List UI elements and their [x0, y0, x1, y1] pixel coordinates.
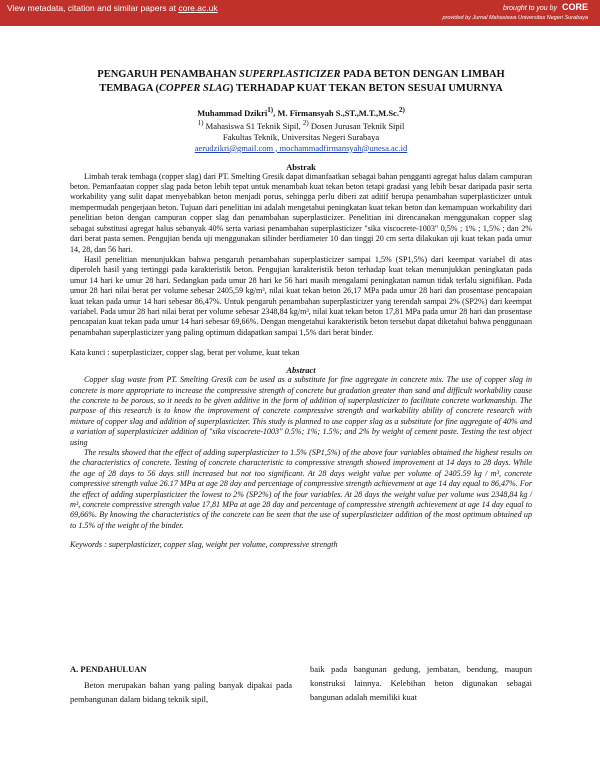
core-metadata-link[interactable] — [7, 3, 218, 13]
abstrak-paragraph-1: Limbah terak tembaga (copper slag) dari PT. Smelting Gresik dapat dimanfaatkan sebagai bahan pengganti agregat halus dalam campuran beton. Pemanfaatan copper slag pada beton lebih tepat untuk menambah kuat tekan beton tetapi gradasi yang lebih besar daripada pasir serta workability yang sulit dapat menyebabkan beton menjadi porus, sehingga perlu diberi zat aditif berupa penambahan superplasticizer untuk mempermudah pengerjaan beton. Tujuan dari penelitian ini adalah mengetahui peningkatan kuat tekan beton dan kemampuan workability dari penelitian beton dengan campuran copper slag dan penambahan superplasticizer. Penelitian ini direncanakan menggunakan copper slag sebagai substitusi agregat halus sebanyak 40% serta variasi penambahan superplasticizer "sika viscocrete-1003" 0,5% ; 1% ; 1,5% ; dan 2% dari berat pasta semen. Pengujian benda uji menggunakan silinder berdiameter 10 dan tinggi 20 cm serta dilakukan uji kuat tekan pada umur 14, 28, dan 56 hari. — [70, 171, 532, 254]
left-paragraph: Beton merupakan bahan yang paling banyak dipakai pada pembangunan dalam bidang teknik sipil, — [70, 680, 292, 704]
body-columns — [70, 662, 532, 776]
core-logo[interactable]: CORE — [561, 2, 588, 12]
core-provided-by[interactable]: provided by Jurnal Mahasiswa Universitas Negeri Surabaya — [442, 15, 588, 21]
paper-title: PENGARUH PENAMBAHAN SUPERPLASTICIZER PADA BETON DENGAN LIMBAH TEMBAGA (COPPER SLAG) TERHADAP KUAT TEKAN BETON SESUAI UMURNYA — [97, 69, 505, 94]
core-link-text[interactable]: core.ac.uk — [178, 3, 218, 13]
author-list: Muhammad Dzikri$^{1)}$, M. Firmansyah S.,ST.,M.T.,M.Sc.$^{2)}$ — [197, 106, 405, 118]
left-column — [70, 662, 292, 706]
core-banner-text: View metadata, citation and similar papers at — [7, 3, 179, 13]
keywords-en: Keywords : superplasticizer, copper slag, weight per volume, compressive strength — [70, 540, 338, 550]
abstrak-paragraph-2: Hasil penelitian menunjukkan bahwa pengaruh penambahan superplasticizer sampai 1,5% (SP1,5%) dari keempat variabel di atas diperoleh hasil yang tertinggi pada karakteristik beton. Pengujian karakteristik beton terhadap kuat tekan menunjukkan peningkatan pada umur 14 hari ke umur 28 hari. Sedangkan pada umur 28 hari ke 56 hari masih mengalami peningkatan namun tidak terlalu signifikan. Pada umur 28 hari nilai berat per volume sebesar 2405,59 kg/m³, nilai kuat tekan beton 26,17 MPa pada umur 28 hari dan prosentase pencapaian kuat tekan pada umur 14 hari sebesar 86,47%. Untuk pengaruh penambahan superplasticizer yang terendah sampai 2% (SP2%) dari keempat variabel. Pada umur 28 hari nilai berat per volume sebesar 2348,84 kg/m³, nilai kuat tekan beton 17,81 MPa pada umur 28 hari dan prosentase pencapaian kuat tekan pada umur 14 hari sebesar 69,66%. Dengan mengetahui karakteristik beton tersebut dapat diketahui bahwa penggunaan penambahan superplasticizer yang paling optimum didapatkan sampai 1,5% dari berat binder. — [70, 254, 532, 337]
author-emails[interactable]: aerudzikri@gmail.com , mochammadfirmansyah@unesa.ac.id — [194, 142, 408, 153]
kata-kunci: Kata kunci : superplasticizer, copper slag, berat per volume, kuat tekan — [70, 348, 300, 358]
paper-page — [70, 60, 532, 549]
abstrak-heading: Abstrak — [286, 161, 316, 172]
affiliation: $^{1)}$ Mahasiswa S1 Teknik Sipil, $^{2)}$ Dosen Jurusan Teknik Sipil — [197, 118, 405, 131]
abstract-paragraph-1: Copper slag waste from PT. Smelting Gresik can be used as a substitute for fine aggregate in concrete mix. The use of copper slag in concrete is more appropriate to increase the compressive strength of concrete but gradation greater than sand and difficult workability cause the concrete to be porous, so it needs to be given additive in the form of addition of superplasticizer to facilitate concrete workmanship. The purpose of this research is to know the improvement of concrete compressive strength and workability ability of concrete research with mixture of copper slag and addition of superplasticizer. This study is planned to use copper slag as a substitute for fine aggregate of 40% and a variation of superplasticizer addition of "sika viscocrete-1003" 0.5%; 1%; 1.5%; and 2% by weight of cement paste. Testing the test object using — [70, 375, 532, 447]
right-paragraph: baik pada bangunan gedung, jembatan, bendung, maupun konstruksi lainnya. Kelebihan beton digunakan sebagai bangunan adalah memiliki kuat — [310, 664, 532, 702]
core-brought-by — [503, 2, 588, 12]
abstract-paragraph-2: The results showed that the effect of adding superplasticizer to 1.5% (SP1,5%) of the above four variables obtained the highest results on the characteristics of concrete. Testing of concrete characteristic to compressive strength showed improvement at 14 days to 28 days. While the age of 28 days to 56 days still increased but not too significant. At 28 days weight value per volume of 2405.59 kg / m³, concrete compressive strength value 26.17 MPa at age 28 day and percentage of compressive strength achievement at age 14 day equal to 86,47%. For the effect of adding superplasticizer the lowest to 2% (SP2%) of the four variables. At 28 days the weight value per volume was 2348,84 kg / m³, concrete compressive strength value 17,81 MPa at age 28 day and percentage of compressive strength achievement at age 14 day equal to 69,66%. By knowing the characteristics of the concrete can be seen that the use of superplasticizer addition of the most optimum obtained up to 1.5% of the weight of the binder. — [70, 448, 532, 530]
faculty: Fakultas Teknik, Universitas Negeri Surabaya — [222, 131, 380, 142]
abstract-heading: Abstract — [286, 365, 316, 376]
right-column — [310, 662, 532, 704]
section-heading: A. PENDAHULUAN — [70, 664, 147, 674]
core-banner — [0, 0, 600, 26]
brought-by-text: brought to you by — [502, 5, 558, 12]
